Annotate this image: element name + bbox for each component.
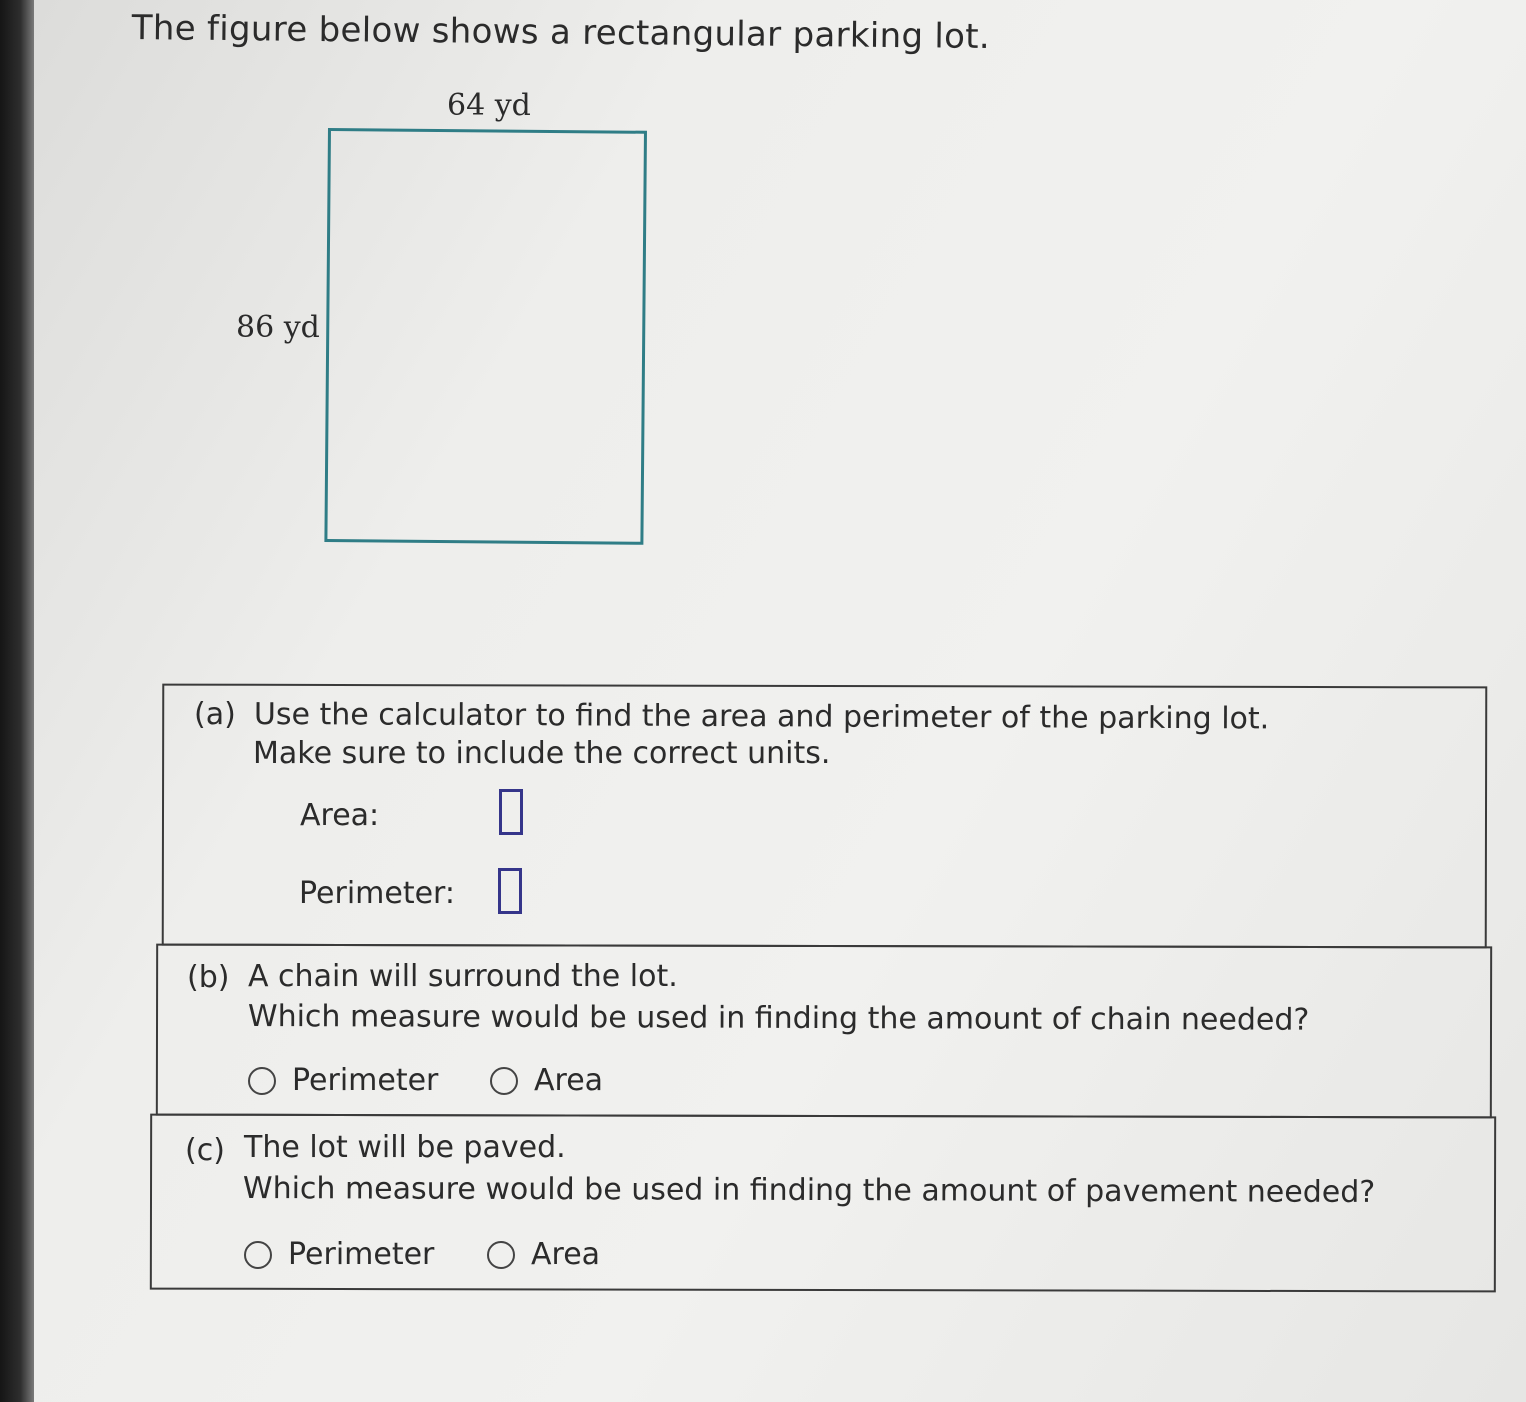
radio-circle-icon[interactable] bbox=[248, 1067, 276, 1095]
area-input[interactable] bbox=[499, 789, 523, 835]
part-c-option-area-label: Area bbox=[531, 1237, 601, 1272]
parking-lot-rectangle bbox=[324, 128, 647, 545]
part-a-line1: Use the calculator to find the area and perimeter of the parking lot. bbox=[253, 697, 1270, 737]
perimeter-input[interactable] bbox=[498, 868, 522, 914]
radio-circle-icon[interactable] bbox=[490, 1067, 518, 1095]
part-c-option-perimeter[interactable] bbox=[244, 1237, 434, 1272]
question-intro: The figure below shows a rectangular parking lot. bbox=[131, 8, 991, 57]
part-c-line1: The lot will be paved. bbox=[244, 1130, 566, 1165]
part-b-line2: Which measure would be used in finding the amount of chain needed? bbox=[247, 999, 1310, 1038]
length-label: 86 yd bbox=[236, 310, 320, 345]
perimeter-label: Perimeter: bbox=[299, 876, 455, 911]
screen-bezel-edge bbox=[0, 0, 34, 1402]
part-c-line2: Which measure would be used in finding the amount of pavement needed? bbox=[242, 1171, 1376, 1210]
part-b-option-perimeter-label: Perimeter bbox=[292, 1063, 439, 1098]
part-c-option-area[interactable] bbox=[487, 1237, 600, 1272]
part-b-option-area-label: Area bbox=[534, 1063, 604, 1098]
part-b-letter: (b) bbox=[187, 960, 230, 995]
part-b-option-area[interactable] bbox=[490, 1063, 603, 1098]
radio-circle-icon[interactable] bbox=[244, 1241, 272, 1269]
area-label: Area: bbox=[300, 798, 380, 833]
part-c-option-perimeter-label: Perimeter bbox=[288, 1237, 435, 1272]
part-a-letter: (a) bbox=[194, 697, 236, 732]
radio-circle-icon[interactable] bbox=[487, 1241, 515, 1269]
part-b-option-perimeter[interactable] bbox=[248, 1063, 438, 1098]
part-c-letter: (c) bbox=[185, 1133, 225, 1168]
part-b-line1: A chain will surround the lot. bbox=[248, 959, 678, 994]
part-a-line2: Make sure to include the correct units. bbox=[253, 736, 831, 771]
width-label: 64 yd bbox=[447, 88, 531, 123]
